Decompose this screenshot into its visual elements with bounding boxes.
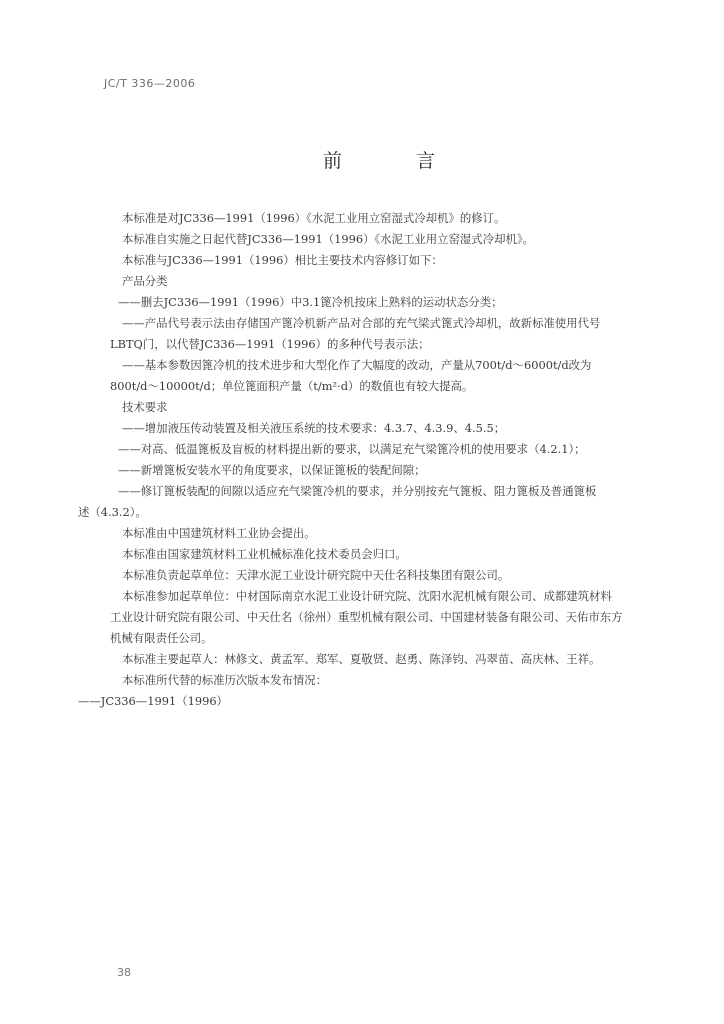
paragraph-line: 本标准自实施之日起代替JC336—1991（1996）《水泥工业用立窑湿式冷却机》。 — [122, 232, 534, 246]
paragraph-line: 800t/d～10000t/d；单位篦面积产量（t/m²·d）的数值也有较大提高。 — [110, 379, 474, 393]
paragraph-line: 机械有限责任公司。 — [110, 631, 213, 645]
paragraph-line: 本标准参加起草单位：中材国际南京水泥工业设计研究院、沈阳水泥机械有限公司、成都建筑材料 — [122, 589, 612, 603]
paragraph-line: 本标准由国家建筑材料工业机械标准化技术委员会归口。 — [122, 547, 407, 561]
paragraph-line: ——基本参数因篦冷机的技术进步和大型化作了大幅度的改动，产量从700t/d～6000t/d改为 — [122, 358, 592, 372]
paragraph-line: ——对高、低温篦板及盲板的材料提出新的要求，以满足充气梁篦冷机的使用要求（4.2.1）； — [118, 442, 586, 456]
paragraph-line: 本标准所代替的标准历次版本发布情况： — [122, 673, 328, 687]
paragraph-line: ——修订篦板装配的间隙以适应充气梁篦冷机的要求，并分别按充气篦板、阻力篦板及普通篦板 — [118, 484, 597, 498]
paragraph-line: ——删去JC336—1991（1996）中3.1篦冷机按床上熟料的运动状态分类； — [118, 295, 503, 309]
paragraph-line: 本标准主要起草人：林修文、黄孟军、郑军、夏敬贤、赵勇、陈泽钧、冯翠苗、高庆林、王祥。 — [122, 652, 601, 666]
paragraph-line: ——新增篦板安装水平的角度要求，以保证篦板的装配间隙； — [118, 463, 426, 477]
page-number: 38 — [117, 966, 131, 979]
paragraph-line: 本标准由中国建筑材料工业协会提出。 — [122, 526, 316, 540]
paragraph-line: 本标准负责起草单位：天津水泥工业设计研究院中天仕名科技集团有限公司。 — [122, 568, 510, 582]
paragraph-line: ——增加液压传动装置及相关液压系统的技术要求：4.3.7、4.3.9、4.5.5； — [122, 421, 506, 435]
paragraph-line: 述（4.3.2）。 — [78, 505, 147, 519]
paragraph-line: ——JC336—1991（1996） — [78, 694, 228, 708]
paragraph-line: LBTQ门，以代替JC336—1991（1996）的多种代号表示法； — [110, 337, 430, 351]
standard-code-header: JC/T 336—2006 — [104, 77, 196, 90]
paragraph-line: ——产品代号表示法由存储国产篦冷机新产品对合部的充气梁式篦式冷却机，故新标准使用代号 — [122, 316, 601, 330]
document-body — [78, 208, 660, 712]
paragraph-line: 技术要求 — [122, 400, 168, 414]
paragraph-line: 本标准是对JC336—1991（1996）《水泥工业用立窑湿式冷却机》的修订。 — [122, 211, 506, 225]
paragraph-line: 本标准与JC336—1991（1996）相比主要技术内容修订如下： — [122, 253, 443, 267]
paragraph-line: 工业设计研究院有限公司、中天仕名（徐州）重型机械有限公司、中国建材装备有限公司、天佑市东方 — [110, 610, 623, 624]
page-title: 前 言 — [322, 150, 470, 172]
paragraph-line: 产品分类 — [122, 274, 168, 288]
